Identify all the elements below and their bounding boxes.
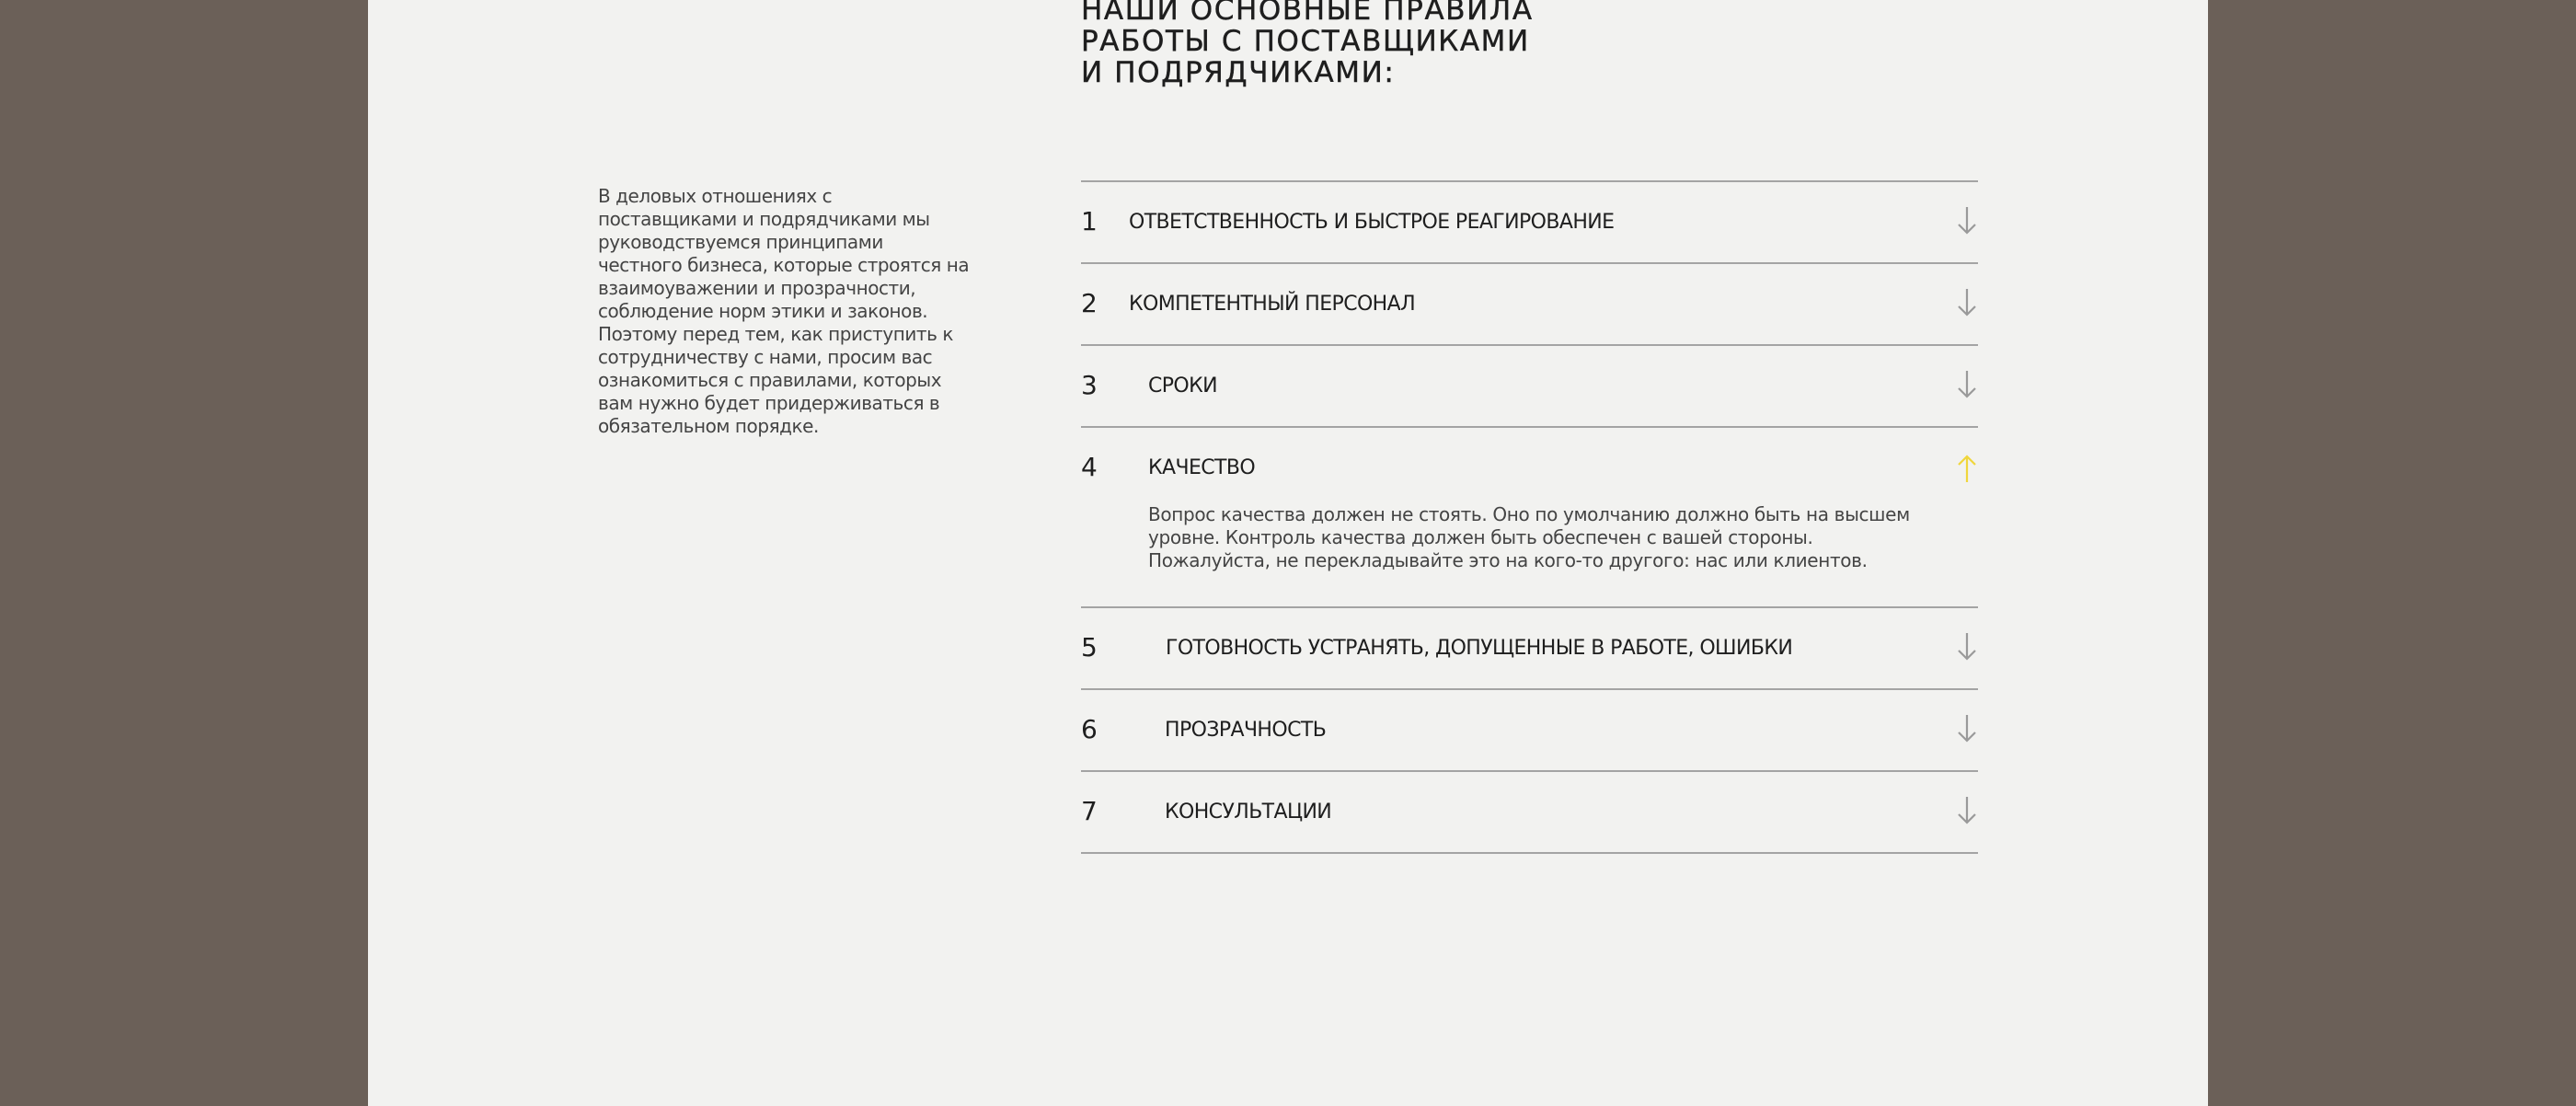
accordion-item-label: ОТВЕТСТВЕННОСТЬ И БЫСТРОЕ РЕАГИРОВАНИЕ <box>1129 211 1615 234</box>
accordion-item-transparency[interactable] <box>1081 690 1978 772</box>
arrow-down-icon[interactable] <box>1956 286 1978 317</box>
accordion-item-content: Вопрос качества должен не стоять. Оно по умолчанию должно быть на высшем уровне. Контроль качества должен быть обеспечен с вашей стороны. Пожалуйста, не перекладывайте это на кого-то другого: нас или клиентов. <box>1148 503 1910 571</box>
accordion-item-number: 7 <box>1081 796 1098 826</box>
intro-text: В деловых отношениях с поставщиками и подрядчиками мы руководствуемся принципами честного бизнеса, которые строятся на взаимоуважении и прозрачности, соблюдение норм этики и законов. Поэтому перед тем, как приступить к сотрудничеству с нами, просим вас ознакомиться с правилами, которых вам нужно будет придерживаться в обязательном порядке. <box>598 185 970 437</box>
accordion-item-label: КОМПЕТЕНТНЫЙ ПЕРСОНАЛ <box>1129 293 1416 316</box>
page-title <box>1081 0 1534 88</box>
accordion-item-deadlines[interactable] <box>1081 346 1978 428</box>
arrow-down-icon[interactable] <box>1956 630 1978 662</box>
accordion-item-consultations[interactable] <box>1081 772 1978 854</box>
accordion-item-label: ГОТОВНОСТЬ УСТРАНЯТЬ, ДОПУЩЕННЫЕ В РАБОТЕ, ОШИБКИ <box>1166 637 1793 660</box>
arrow-up-icon[interactable] <box>1956 454 1978 485</box>
rules-accordion <box>1081 180 1978 854</box>
accordion-item-responsibility[interactable] <box>1081 182 1978 264</box>
arrow-down-icon[interactable] <box>1956 712 1978 743</box>
accordion-item-label: КАЧЕСТВО <box>1148 456 1256 479</box>
arrow-down-icon[interactable] <box>1956 204 1978 236</box>
accordion-item-number: 4 <box>1081 452 1098 482</box>
accordion-item-label: ПРОЗРАЧНОСТЬ <box>1165 719 1327 742</box>
page-content <box>368 0 2208 1106</box>
accordion-item-number: 6 <box>1081 714 1098 744</box>
page-title-line: И ПОДРЯДЧИКАМИ: <box>1081 56 1396 89</box>
arrow-down-icon[interactable] <box>1956 794 1978 825</box>
accordion-item-number: 1 <box>1081 206 1098 236</box>
accordion-item-fix-errors[interactable] <box>1081 608 1978 690</box>
accordion-item-quality[interactable] <box>1081 428 1978 608</box>
arrow-down-icon[interactable] <box>1956 368 1978 399</box>
page-title-line: РАБОТЫ С ПОСТАВЩИКАМИ <box>1081 25 1530 58</box>
accordion-item-number: 3 <box>1081 370 1098 400</box>
accordion-item-number: 5 <box>1081 632 1098 662</box>
page-title-line: НАШИ ОСНОВНЫЕ ПРАВИЛА <box>1081 0 1534 27</box>
accordion-item-staff[interactable] <box>1081 264 1978 346</box>
accordion-item-label: СРОКИ <box>1148 374 1218 397</box>
accordion-item-label: КОНСУЛЬТАЦИИ <box>1165 801 1332 824</box>
accordion-item-number: 2 <box>1081 288 1098 318</box>
